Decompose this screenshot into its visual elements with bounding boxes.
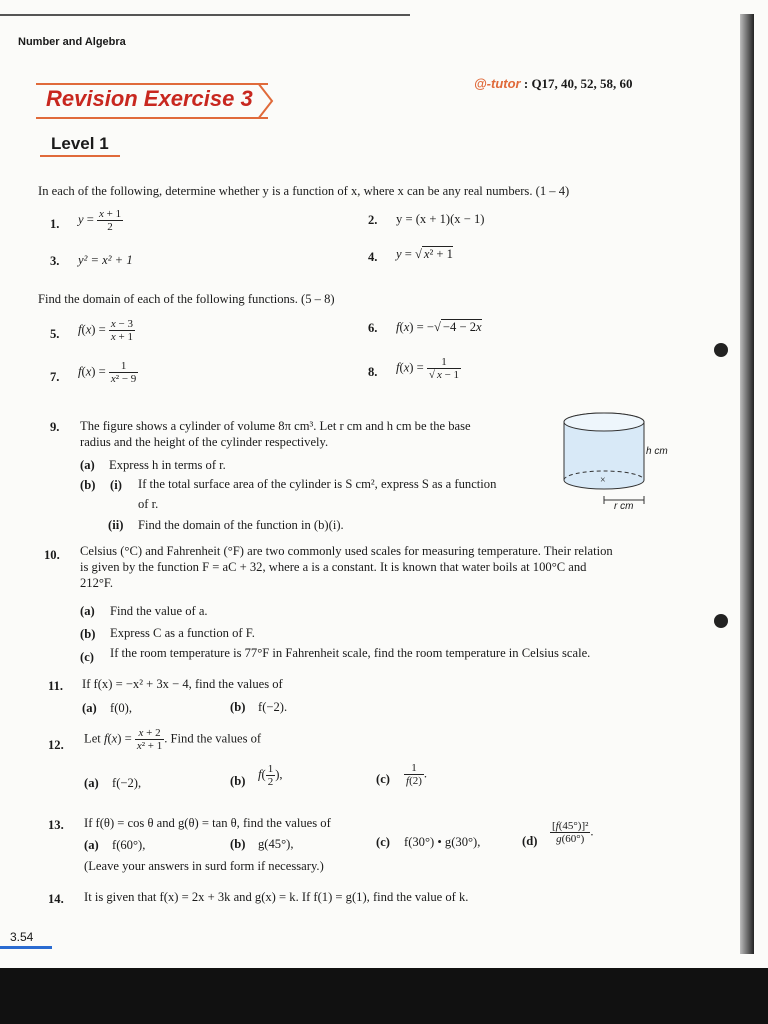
q11-number: 11.	[48, 679, 64, 693]
binder-hole-upper	[714, 343, 728, 357]
q12-b: f( $\frac{1}{2}$ ),	[258, 763, 283, 788]
q10-c-label: (c)	[80, 650, 94, 664]
q11-b-label: (b)	[230, 700, 246, 714]
q9-bii-label: (ii)	[108, 518, 124, 532]
cylinder-figure	[556, 410, 676, 514]
q11-a: f(0),	[110, 701, 133, 715]
q9-number: 9.	[50, 420, 60, 434]
q3-expr: y² = x² + 1	[78, 253, 133, 267]
binder-hole-lower	[714, 614, 728, 628]
q10-b: Express C as a function of F.	[110, 626, 255, 640]
q13-c: f(30°) • g(30°),	[404, 835, 481, 849]
top-rule	[0, 14, 410, 16]
q5-number: 5.	[50, 327, 60, 341]
q10-number: 10.	[44, 548, 60, 562]
q11-b: f(−2).	[258, 700, 288, 714]
q11-a-label: (a)	[82, 701, 97, 715]
q13-number: 13.	[48, 818, 64, 832]
q9-a-label: (a)	[80, 458, 95, 472]
banner-chevron	[258, 83, 276, 119]
q9-line1: The figure shows a cylinder of volume 8π cm³. Let r cm and h cm be the base	[80, 419, 471, 433]
q13-d: $\frac{\text{[f(45°)]²}}{g(60^\circ)}$ .	[552, 820, 594, 845]
q10-b-label: (b)	[80, 627, 96, 641]
q5-expr: f(x) = $\frac{x - 3}{x + 1}$	[78, 318, 133, 343]
q13-a-label: (a)	[84, 838, 99, 852]
level-heading: Level 1	[51, 134, 109, 153]
q10-line2: is given by the function F = aC + 32, where a is a constant. It is known that water boils at 100°C and	[80, 560, 587, 574]
page-number: 3.54	[10, 930, 34, 944]
q3-number: 3.	[50, 254, 60, 268]
section-header: Number and Algebra	[18, 36, 126, 48]
q7-expr: f(x) = $\frac{1}{\text{x² − 9}}$	[78, 360, 137, 385]
q9-b-label: (b)	[80, 478, 96, 492]
q12-b-label: (b)	[230, 774, 246, 788]
banner-title: Revision Exercise 3	[46, 86, 253, 111]
q9-line2: radius and the height of the cylinder respectively.	[80, 435, 329, 449]
q2-expr: y = (x + 1)(x − 1)	[396, 212, 485, 226]
q13-c-label: (c)	[376, 835, 390, 849]
q6-number: 6.	[368, 321, 378, 335]
q1-number: 1.	[50, 217, 60, 231]
q14-stem: It is given that f(x) = 2x + 3k and g(x) = k. If f(1) = g(1), find the value of k.	[84, 890, 469, 904]
q12-stem: Let f(x) = $\frac{x + 2}{\text{x² + 1}}$ . Find the values of	[84, 727, 262, 752]
q10-line1: Celsius (°C) and Fahrenheit (°F) are two commonly used scales for measuring temperature. Their relation	[80, 544, 613, 558]
q13-b-label: (b)	[230, 837, 246, 851]
q13-d-label: (d)	[522, 834, 538, 848]
page-number-underline	[0, 946, 52, 949]
q13-note: (Leave your answers in surd form if necessary.)	[84, 859, 324, 873]
q10-a: Find the value of a.	[110, 604, 208, 618]
instructions-1: In each of the following, determine whether y is a function of x, where x can be any real numbers. (1 – 4)	[38, 184, 570, 198]
q10-c: If the room temperature is 77°F in Fahrenheit scale, find the room temperature in Celsius scale.	[110, 646, 591, 660]
page-edge-shadow	[740, 14, 754, 954]
q12-a-label: (a)	[84, 776, 99, 790]
q13-stem: If f(θ) = cos θ and g(θ) = tan θ, find the values of	[84, 816, 331, 830]
q9-bii: Find the domain of the function in (b)(i).	[138, 518, 344, 532]
q9-bi-label: (i)	[110, 478, 122, 492]
q13-b: g(45°),	[258, 837, 294, 851]
q6-expr: f(x) = −√ −4 − 2x	[396, 320, 482, 334]
q2-number: 2.	[368, 213, 378, 227]
etutor-reference	[474, 76, 633, 92]
q4-expr: y = √ x² + 1	[396, 247, 453, 261]
etutor-brand: @-tutor	[474, 76, 521, 91]
q10-line3: 212°F.	[80, 576, 114, 590]
q10-a-label: (a)	[80, 604, 95, 618]
q13-a: f(60°),	[112, 838, 146, 852]
q12-number: 12.	[48, 738, 64, 752]
figure-h-label: h cm	[646, 446, 668, 457]
q11-stem: If f(x) = −x² + 3x − 4, find the values of	[82, 677, 283, 691]
instructions-2: Find the domain of each of the following functions. (5 – 8)	[38, 292, 335, 306]
q9-a: Express h in terms of r.	[109, 458, 226, 472]
q8-number: 8.	[368, 365, 378, 379]
level-underline	[40, 155, 120, 157]
q9-bi-line1: If the total surface area of the cylinder is S cm², express S as a function	[138, 477, 497, 491]
figure-r-label: r cm	[614, 501, 634, 512]
q4-number: 4.	[368, 250, 378, 264]
q12-a: f(−2),	[112, 776, 142, 790]
scan-bottom-shadow	[0, 968, 768, 1024]
q8-expr: f(x) = $\frac{1}{√ x - 1}$	[396, 356, 460, 381]
etutor-questions: : Q17, 40, 52, 58, 60	[523, 76, 633, 91]
q14-number: 14.	[48, 892, 64, 906]
q9-bi-line2: of r.	[138, 497, 159, 511]
q7-number: 7.	[50, 370, 60, 384]
q1-expr: y = $\frac{x + 1}{2}$	[78, 208, 122, 233]
q12-c-label: (c)	[376, 772, 390, 786]
figure-center-mark: ×	[600, 475, 606, 486]
q12-c: $\frac{1}{f(2)}$ .	[406, 762, 428, 787]
